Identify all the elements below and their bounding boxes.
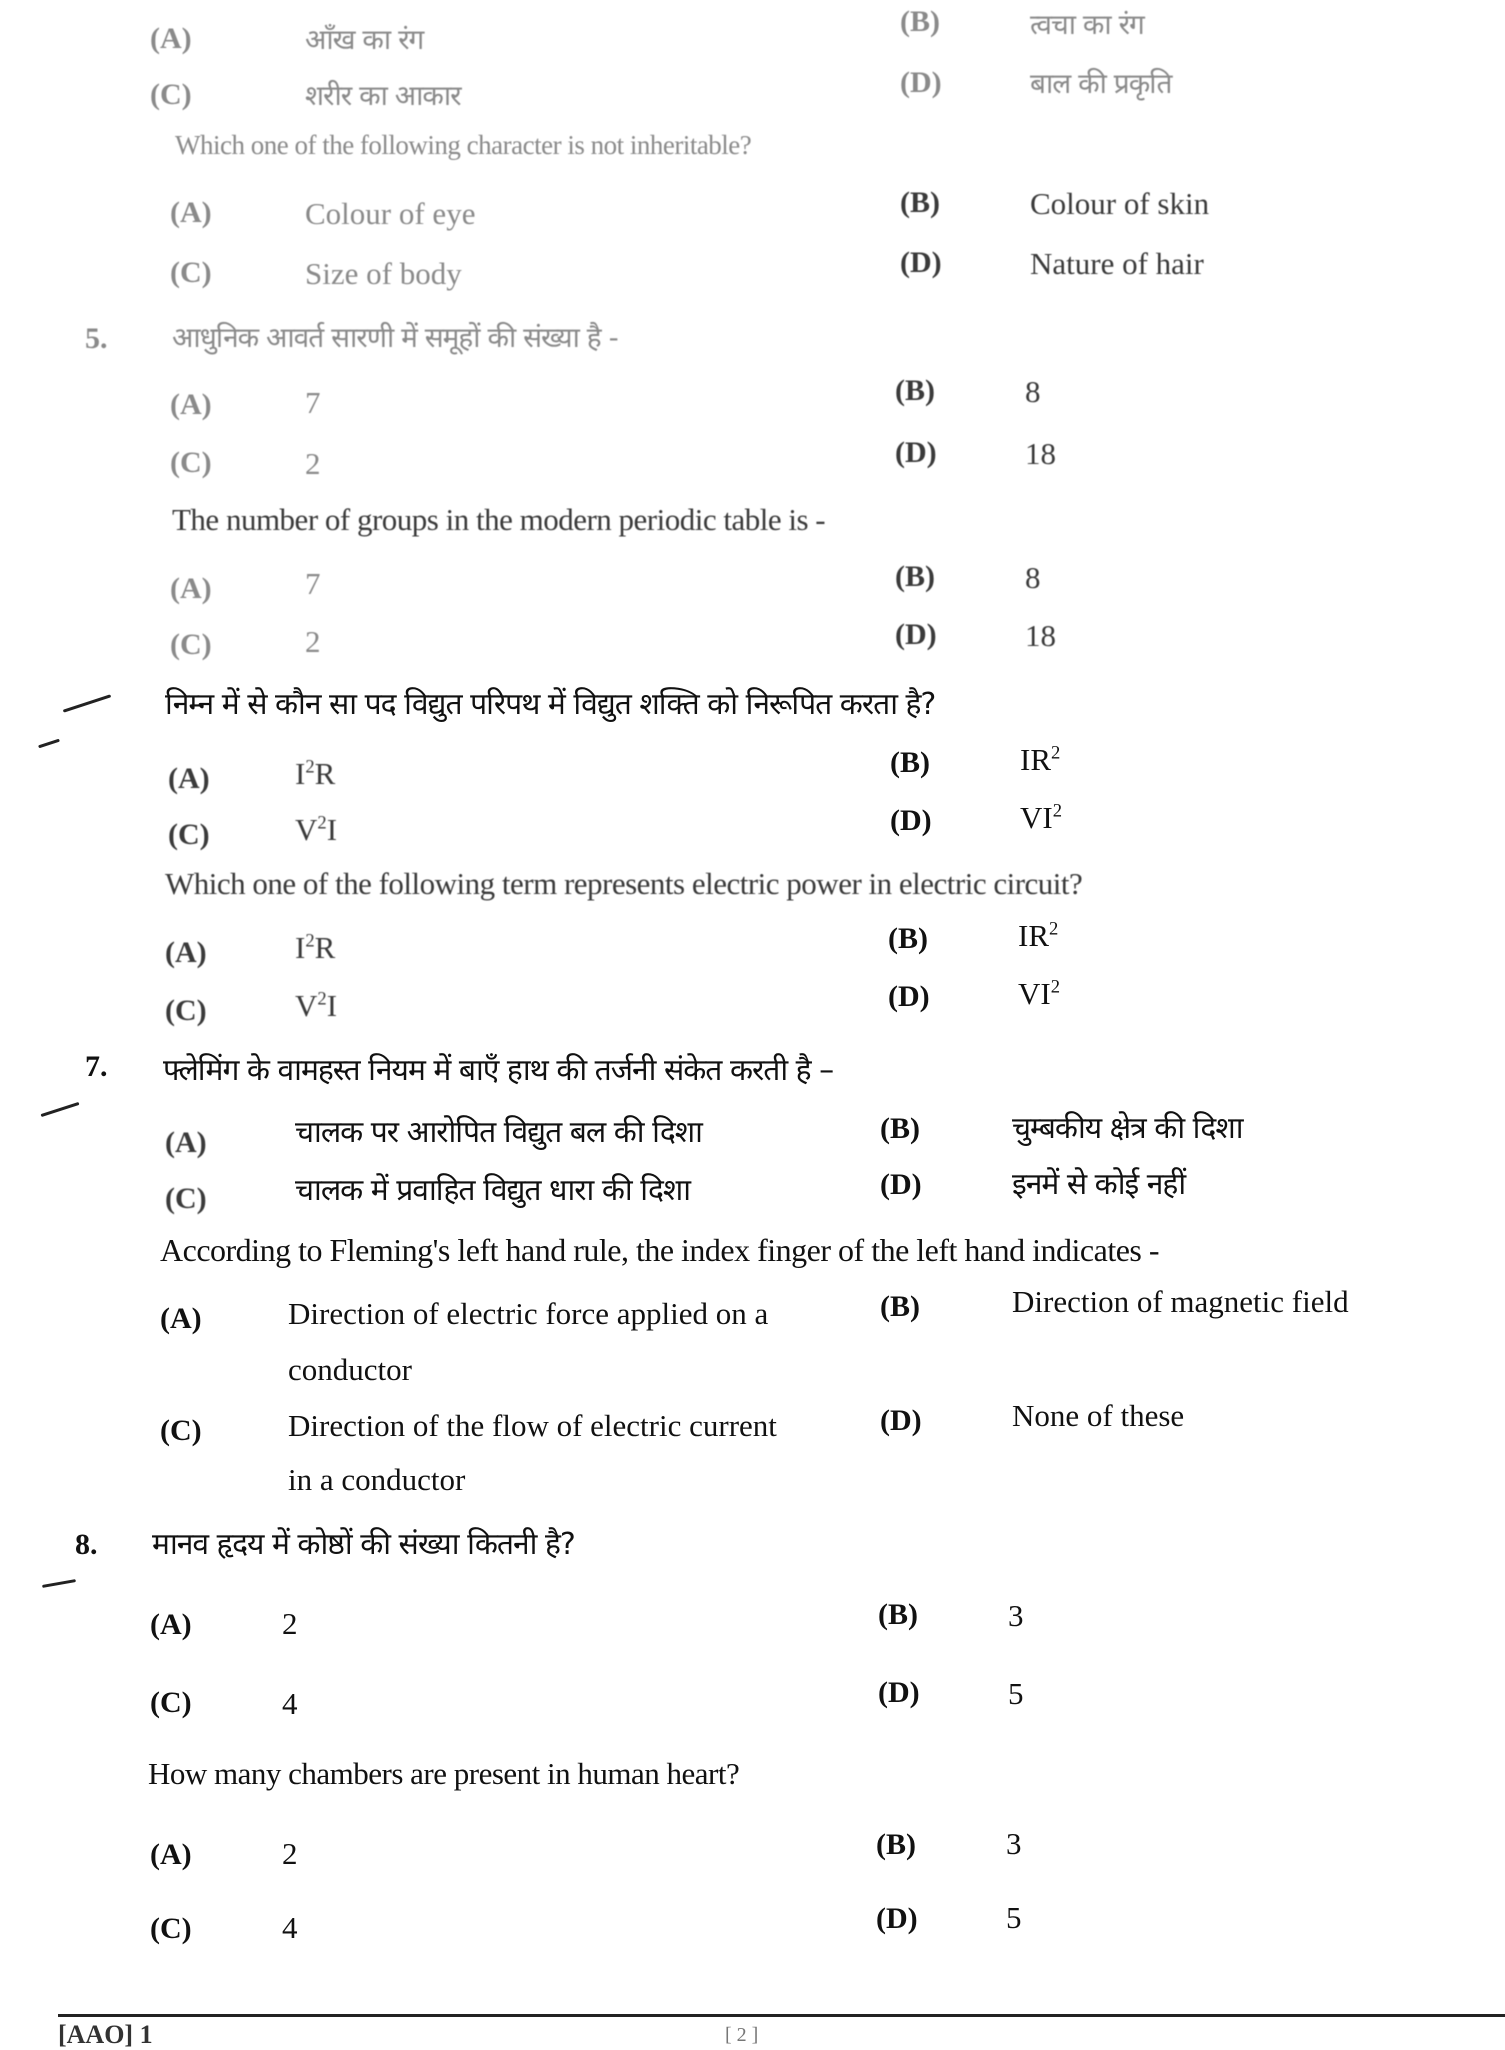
option-label-d: (D) <box>888 980 930 1013</box>
option-text-a-line1: Direction of electric force applied on a <box>288 1296 769 1331</box>
option-label-a: (A) <box>170 388 212 421</box>
pen-mark <box>38 739 60 749</box>
pen-mark <box>63 694 111 712</box>
option-label-c: (C) <box>150 1912 192 1945</box>
option-label-b: (B) <box>880 1290 920 1323</box>
option-text-c: $V^2I$ <box>295 812 338 847</box>
option-label-a: (A) <box>150 22 192 55</box>
option-label-c: (C) <box>150 78 192 111</box>
paper-code: [AAO] 1 <box>58 2020 153 2049</box>
option-label-d: (D) <box>895 618 937 651</box>
option-text-c-line2: in a conductor <box>288 1462 466 1497</box>
option-text-d: इनमें से कोई नहीं <box>1012 1167 1186 1202</box>
option-text-d: 5 <box>1006 1900 1022 1935</box>
option-text-b: 8 <box>1025 374 1041 409</box>
question-number: 5. <box>85 322 108 355</box>
question-text: Which one of the following character is not inheritable? <box>175 130 752 160</box>
option-text-c-line1: Direction of the flow of electric current <box>288 1408 777 1443</box>
option-label-d: (D) <box>900 66 942 99</box>
option-label-c: (C) <box>170 446 212 479</box>
question-text-english: Which one of the following term represents electric power in electric circuit? <box>165 866 1083 901</box>
option-label-b: (B) <box>900 186 940 219</box>
option-text-b: त्वचा का रंग <box>1030 8 1144 41</box>
question-text-english: The number of groups in the modern periodic table is - <box>172 502 826 537</box>
question-text-hindi: निम्न में से कौन सा पद विद्युत परिपथ में विद्युत शक्ति को निरूपित करता है? <box>165 687 936 722</box>
option-label-c: (C) <box>160 1414 202 1447</box>
option-text-c: $V^2I$ <box>295 988 338 1023</box>
option-text-a: आँख का रंग <box>305 23 424 56</box>
option-text-a: 2 <box>282 1836 298 1871</box>
option-label-b: (B) <box>890 746 930 779</box>
option-text-b: Direction of magnetic field <box>1012 1284 1349 1319</box>
option-text-b: $IR^2$ <box>1018 918 1059 953</box>
option-label-a: (A) <box>168 762 210 795</box>
option-text-c: 4 <box>282 1910 298 1945</box>
option-text-b: Colour of skin <box>1030 186 1210 221</box>
option-label-a: (A) <box>160 1302 202 1335</box>
option-label-a: (A) <box>170 572 212 605</box>
option-label-c: (C) <box>165 1182 207 1215</box>
question-text-english: How many chambers are present in human heart? <box>148 1756 740 1791</box>
option-text-d: 18 <box>1025 436 1056 471</box>
option-text-a-line2: conductor <box>288 1352 412 1387</box>
option-text-d: None of these <box>1012 1398 1185 1433</box>
question-text-hindi: आधुनिक आवर्त सारणी में समूहों की संख्या है - <box>172 321 618 354</box>
option-text-a: $I^2R$ <box>295 930 336 965</box>
option-label-b: (B) <box>895 374 935 407</box>
question-text-english: According to Fleming's left hand rule, the index finger of the left hand indicates - <box>160 1232 1160 1268</box>
option-text-d: Nature of hair <box>1030 246 1204 281</box>
option-label-c: (C) <box>168 818 210 851</box>
option-text-c: 4 <box>282 1686 298 1721</box>
option-label-c: (C) <box>165 994 207 1027</box>
option-text-b: $IR^2$ <box>1020 742 1061 777</box>
option-label-c: (C) <box>170 628 212 661</box>
option-label-b: (B) <box>878 1598 918 1631</box>
page-number: [ 2 ] <box>725 2024 759 2046</box>
option-label-a: (A) <box>165 936 207 969</box>
option-text-b: 3 <box>1006 1826 1022 1861</box>
option-label-a: (A) <box>165 1126 207 1159</box>
question-text-hindi: फ्लेमिंग के वामहस्त नियम में बाएँ हाथ की तर्जनी संकेत करती है – <box>163 1053 834 1088</box>
option-text-a: चालक पर आरोपित विद्युत बल की दिशा <box>295 1115 702 1150</box>
option-label-c: (C) <box>150 1686 192 1719</box>
option-text-c: 2 <box>305 446 321 481</box>
option-label-d: (D) <box>900 246 942 279</box>
footer-divider <box>58 2014 1505 2017</box>
option-text-c: 2 <box>305 624 321 659</box>
option-text-a: 7 <box>305 385 321 420</box>
option-text-a: 2 <box>282 1606 298 1641</box>
option-text-d: 18 <box>1025 618 1056 653</box>
option-text-b: चुम्बकीय क्षेत्र की दिशा <box>1012 1111 1243 1146</box>
option-text-d: $VI^2$ <box>1018 976 1061 1011</box>
option-label-d: (D) <box>895 436 937 469</box>
option-label-b: (B) <box>876 1828 916 1861</box>
option-label-a: (A) <box>170 196 212 229</box>
option-label-d: (D) <box>876 1902 918 1935</box>
option-text-a: 7 <box>305 566 321 601</box>
pen-mark <box>41 1102 80 1117</box>
option-text-a: $I^2R$ <box>295 756 336 791</box>
option-label-d: (D) <box>890 804 932 837</box>
option-label-b: (B) <box>895 560 935 593</box>
option-text-b: 3 <box>1008 1598 1024 1633</box>
question-number: 7. <box>85 1050 108 1083</box>
question-number: 8. <box>75 1528 98 1561</box>
option-text-c: चालक में प्रवाहित विद्युत धारा की दिशा <box>295 1173 691 1208</box>
option-label-c: (C) <box>170 256 212 289</box>
option-text-a: Colour of eye <box>305 196 476 231</box>
option-label-b: (B) <box>888 922 928 955</box>
option-label-b: (B) <box>900 5 940 38</box>
option-label-d: (D) <box>880 1168 922 1201</box>
option-label-b: (B) <box>880 1112 920 1145</box>
option-label-a: (A) <box>150 1838 192 1871</box>
pen-mark <box>42 1579 76 1588</box>
option-text-d: बाल की प्रकृति <box>1030 67 1172 100</box>
option-text-c: Size of body <box>305 256 462 291</box>
option-text-c: शरीर का आकार <box>305 79 461 112</box>
option-text-d: 5 <box>1008 1676 1024 1711</box>
question-text-hindi: मानव हृदय में कोष्ठों की संख्या कितनी है? <box>152 1527 575 1562</box>
option-text-d: $VI^2$ <box>1020 800 1063 835</box>
option-text-b: 8 <box>1025 560 1041 595</box>
option-label-a: (A) <box>150 1608 192 1641</box>
option-label-d: (D) <box>880 1404 922 1437</box>
option-label-d: (D) <box>878 1676 920 1709</box>
